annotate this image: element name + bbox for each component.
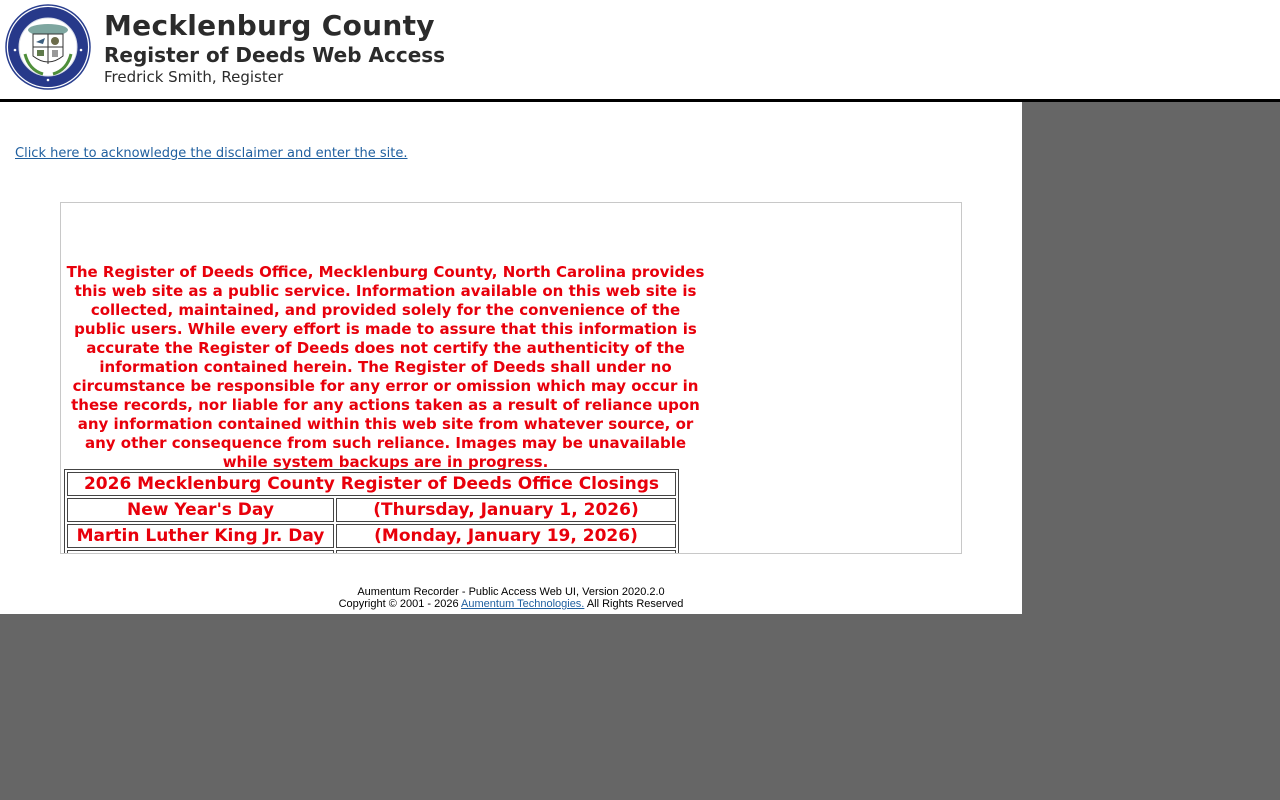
- site-title-block: [104, 8, 445, 88]
- aumentum-technologies-link[interactable]: Aumentum Technologies.: [461, 598, 585, 610]
- copyright-text: Copyright © 2001 - 2026: [338, 598, 462, 610]
- site-subtitle: Register of Deeds Web Access: [104, 43, 446, 67]
- rights-text: All Rights Reserved: [584, 598, 684, 610]
- holiday-date: [336, 550, 676, 554]
- office-closings-table: [64, 469, 679, 554]
- page-footer: [0, 586, 1022, 610]
- holiday-date: (Thursday, January 1, 2026): [336, 498, 676, 522]
- version-text: Aumentum Recorder - Public Access Web UI, Version 2020.2.0: [357, 586, 665, 598]
- county-seal-icon: [5, 4, 91, 90]
- copyright-line: [0, 598, 1022, 610]
- acknowledge-disclaimer-link[interactable]: Click here to acknowledge the disclaimer and enter the site.: [15, 146, 408, 161]
- holiday-name: New Year's Day: [67, 498, 334, 522]
- site-header: [0, 0, 1280, 102]
- register-name: Fredrick Smith, Register: [104, 68, 284, 86]
- holiday-date: (Monday, January 19, 2026): [336, 524, 676, 548]
- site-title: Mecklenburg County: [104, 9, 435, 42]
- closings-title: 2026 Mecklenburg County Register of Deeds Office Closings: [67, 472, 676, 496]
- disclaimer-frame[interactable]: [60, 202, 962, 554]
- holiday-name: Martin Luther King Jr. Day: [67, 524, 334, 548]
- table-row-partial: [67, 550, 676, 554]
- table-row: [67, 498, 676, 522]
- table-row: [67, 524, 676, 548]
- main-content: [0, 102, 1022, 614]
- holiday-name: [67, 550, 334, 554]
- closings-title-row: [67, 472, 676, 496]
- disclaimer-text: The Register of Deeds Office, Mecklenburg County, North Carolina provides this web site as a public service. Information available on this web site is collected, maintained, and provided solely for the convenience of the public users. While every effort is made to assure that this information is accurate the Register of Deeds does not certify the authenticity of the information contained herein. The Register of Deeds shall under no circumstance be responsible for any error or omission which may occur in these records, nor liable for any actions taken as a result of reliance upon any information contained within this web site from whatever source, or any other consequence from such reliance. Images may be unavailable while system backups are in progress.: [66, 263, 705, 471]
